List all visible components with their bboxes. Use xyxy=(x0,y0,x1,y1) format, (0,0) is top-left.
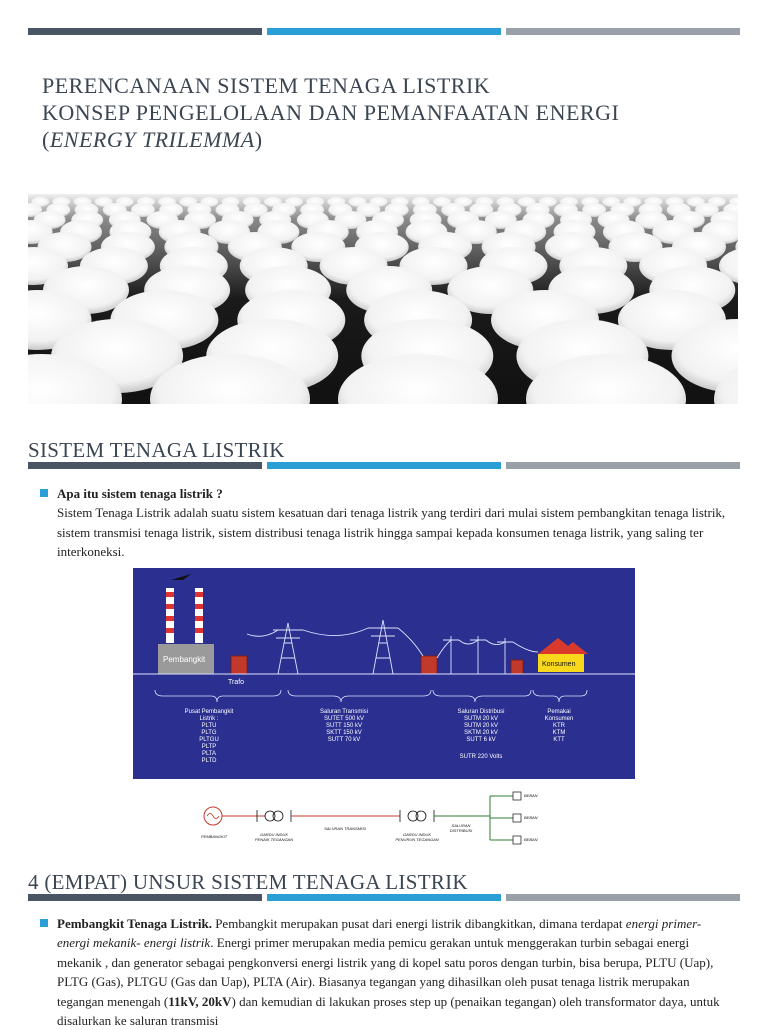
top-divider-bar xyxy=(28,28,740,35)
pembangkit-item: PLTU xyxy=(201,723,217,729)
pemakai-item: KTR xyxy=(553,723,565,729)
divider-segment-gray xyxy=(506,28,740,35)
title-line-3 xyxy=(42,126,742,153)
pembangkit-item: PLTGU xyxy=(199,737,219,743)
title-line-1: PERENCANAAN SISTEM TENAGA LISTRIK xyxy=(42,73,491,98)
bullet-apa-itu xyxy=(40,484,730,562)
bullet-pembangkit-title: Pembangkit Tenaga Listrik. xyxy=(57,916,212,931)
bullet-pembangkit-emphasis: energi primer-energi mekanik- energi listrik xyxy=(57,916,702,951)
pembangkit-item: Pusat Pembangkit xyxy=(184,709,234,715)
divider-segment-blue xyxy=(267,28,501,35)
title-energy-trilemma: ENERGY TRILEMMA xyxy=(49,127,255,152)
divider-segment-dark xyxy=(28,28,262,35)
section1-divider-bar xyxy=(28,462,740,469)
distribusi-item-sutr: SUTR 220 Volts xyxy=(459,754,503,760)
konsumen-label: Konsumen xyxy=(542,661,576,668)
beban-box xyxy=(513,814,521,822)
saluran-transmisi-label: SALURAN TRANSMISI xyxy=(324,826,366,831)
transmisi-item: SKTT 150 kV xyxy=(326,730,362,736)
divider-segment-blue xyxy=(267,462,501,469)
distribusi-item: Saluran Distribusi xyxy=(457,709,505,715)
divider-segment-gray xyxy=(506,462,740,469)
divider-segment-dark xyxy=(28,894,262,901)
slide-title xyxy=(42,72,742,153)
distribusi-item: SUTM 20 kV xyxy=(463,723,499,729)
hero-image-discs xyxy=(28,194,738,404)
title-line-2: KONSEP PENGELOLAAN DAN PEMANFAATAN ENERGI xyxy=(42,100,620,125)
pembangkit-label: Pembangkit xyxy=(163,655,206,664)
gardu-turun-label: GARDU INDUK xyxy=(402,832,432,837)
bullet-pembangkit xyxy=(40,914,730,1030)
transmisi-item: Saluran Transmisi xyxy=(319,709,369,715)
beban-label: BEBAN xyxy=(524,837,538,842)
single-line-diagram xyxy=(195,786,555,850)
pemakai-item: Pemakai xyxy=(547,709,571,715)
distribusi-item: SKTM 20 kV xyxy=(464,730,498,736)
bullet-definition-text: Sistem Tenaga Listrik adalah suatu sistem kesatuan dari tenaga listrik yang terdiri dari mulai sistem pembangkitan tenaga listrik, sistem transmisi tenaga listrik, sistem distribusi tenaga listrik hingga sampai kepada konsumen tenaga listrik, yang saling ter interkoneksi. xyxy=(57,505,726,560)
title-paren-close: ) xyxy=(254,127,263,152)
generator-icon xyxy=(204,807,222,825)
pembangkit-item: Listrik : xyxy=(199,716,219,722)
beban-label: BEBAN xyxy=(524,815,538,820)
bullet-square-icon xyxy=(40,489,48,497)
transmisi-item: SUTT 70 kV xyxy=(327,737,361,743)
section2-divider-bar xyxy=(28,894,740,901)
pembangkit-sl-label: PEMBANGKIT xyxy=(201,834,228,839)
pemakai-item: Konsumen xyxy=(544,716,574,722)
transmisi-item: SUTET 500 kV xyxy=(324,716,364,722)
bullet-question: Apa itu sistem tenaga listrik ? xyxy=(57,486,223,501)
beban-box xyxy=(513,792,521,800)
pembangkit-item: PLTD xyxy=(201,758,217,764)
transformer-icon xyxy=(231,656,247,674)
divider-segment-gray xyxy=(506,894,740,901)
transformer-icon xyxy=(511,660,523,674)
bullet-pembangkit-voltage: 11kV, 20kV xyxy=(168,993,232,1009)
bullet-pembangkit-text-1: Pembangkit merupakan pusat dari energi listrik dibangkitkan, dimana terdapat xyxy=(211,916,626,931)
gardu-turun-label: PENURUN TEGANGAN xyxy=(395,837,439,842)
power-system-diagram xyxy=(133,568,635,779)
distribusi-item: SUTM 20 kV xyxy=(463,716,499,722)
pembangkit-item: PLTG xyxy=(201,730,217,736)
pembangkit-item: PLTA xyxy=(201,751,217,757)
section-heading-sistem: SISTEM TENAGA LISTRIK xyxy=(28,438,285,462)
bullet-pembangkit-text-2: . Energi primer merupakan media pemicu gerakan untuk menggerakan turbin sebagai energi mekanik , dan generator sebagai pengkonversi energi listrik yang di kopel satu poros dengan turbin, bisa berupa, PLTU (Uap), PLTG (Gas), PLTGU (Gas dan Uap), PLTA (Air). Biasanya tegangan yang dihasilkan oleh pusat tenaga listrik merupakan tegangan menengah ( xyxy=(57,935,714,1009)
gardu-naik-label: PENAIK TEGANGAN xyxy=(254,837,294,842)
divider-segment-dark xyxy=(28,462,262,469)
section-heading-unsur: 4 (EMPAT) UNSUR SISTEM TENAGA LISTRIK xyxy=(28,870,468,894)
divider-segment-blue xyxy=(267,894,501,901)
pemakai-item: KTM xyxy=(552,730,566,736)
pembangkit-item: PLTP xyxy=(201,744,217,750)
pemakai-item: KTT xyxy=(553,737,565,743)
transmisi-item: SUTT 150 kV xyxy=(326,723,362,729)
saluran-distribusi-label: DISTRIBUSI xyxy=(449,828,473,833)
bullet-pembangkit-text-3: ) dan kemudian di lakukan proses step up (penaikan tegangan) oleh transformator daya, untuk disalurkan ke saluran transmisi xyxy=(57,993,720,1029)
distribusi-item: SUTT 6 kV xyxy=(466,737,496,743)
trafo-label: Trafo xyxy=(228,679,245,686)
gardu-naik-label: GARDU INDUK xyxy=(259,832,289,837)
step-down-transformer-icon xyxy=(400,810,434,822)
title-paren-open: ( xyxy=(42,127,50,152)
saluran-distribusi-label: SALURAN xyxy=(451,823,471,828)
beban-label: BEBAN xyxy=(524,793,538,798)
beban-box xyxy=(513,836,521,844)
bullet-square-icon xyxy=(40,919,48,927)
transformer-icon xyxy=(421,656,437,674)
